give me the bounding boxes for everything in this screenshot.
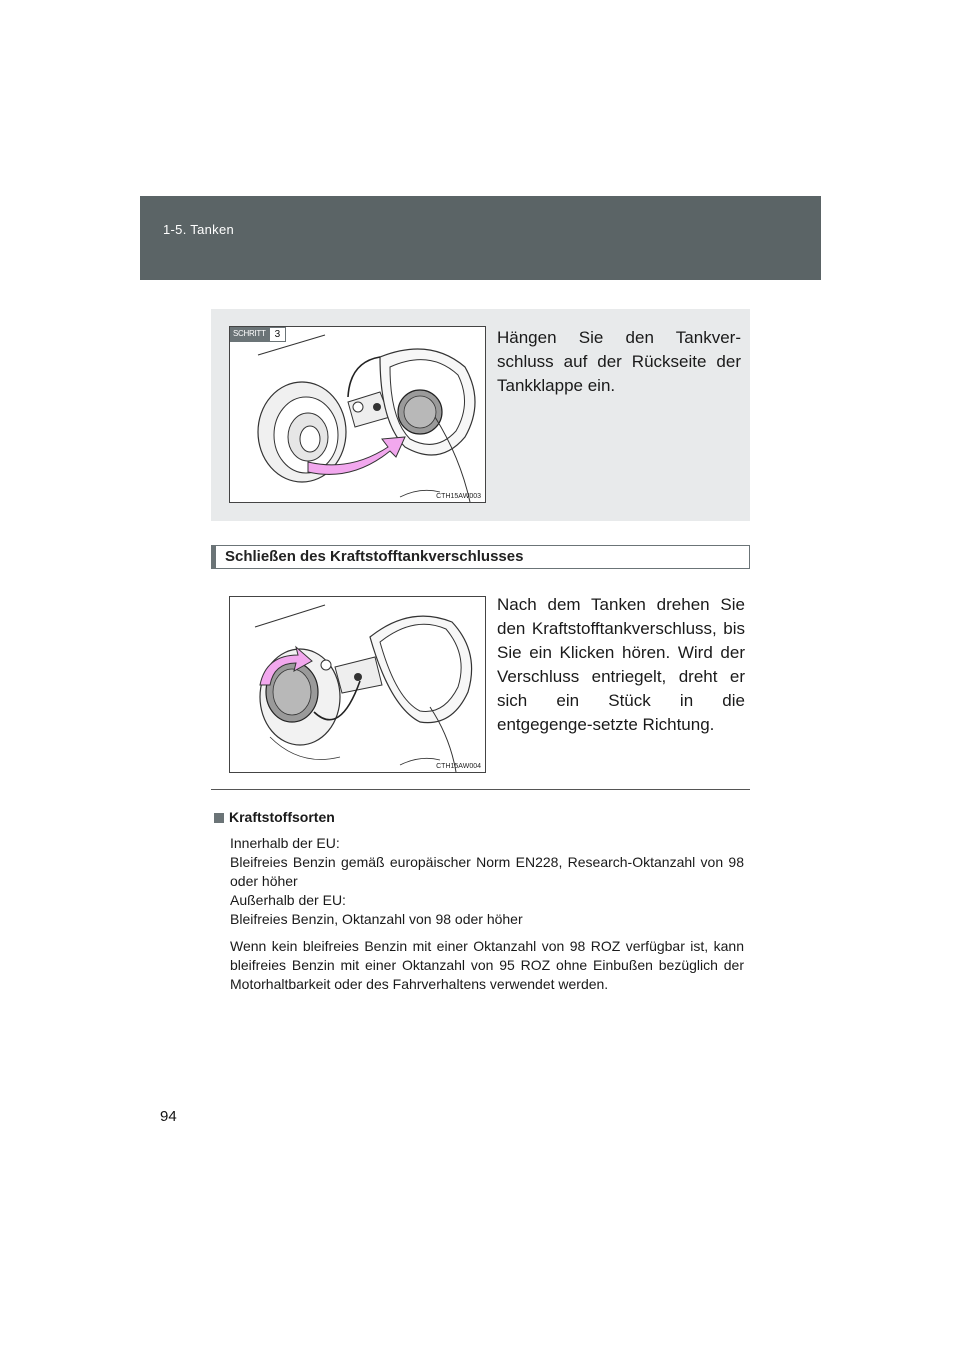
step-3-illustration xyxy=(229,326,486,503)
square-bullet-icon xyxy=(214,813,224,823)
step-badge-label: SCHRITT xyxy=(230,327,269,342)
figure-code: CTH15AW004 xyxy=(436,763,481,770)
page-number: 94 xyxy=(160,1108,177,1125)
step-badge xyxy=(230,327,286,342)
note-paragraph: Wenn kein bleifreies Benzin mit einer Oktanzahl von 98 ROZ verfügbar ist, kann bleifreies Benzin mit einer Oktanzahl von 95 ROZ ohne Einbußen bezüglich der Motorhaltbarkeit oder des Fahrverhaltens verwendet werden. xyxy=(230,938,744,992)
note-body xyxy=(214,834,744,994)
note-line: Bleifreies Benzin, Oktanzahl von 98 oder höher xyxy=(230,911,523,927)
chapter-header xyxy=(140,196,821,280)
fuel-types-note xyxy=(214,808,744,994)
note-line: Innerhalb der EU: xyxy=(230,835,340,851)
note-line: Außerhalb der EU: xyxy=(230,892,346,908)
step-3-text: Hängen Sie den Tankver-schluss auf der Rückseite der Tankklappe ein. xyxy=(497,328,741,395)
note-title xyxy=(214,808,744,827)
fuel-cap-closing-drawing xyxy=(230,597,485,772)
closing-text: Nach dem Tanken drehen Sie den Kraftstofftankverschluss, bis Sie ein Klicken hören. Wird der Verschluss entriegelt, dreht er sich ein Stück in die entgegenge-setzte Richtung. xyxy=(497,595,745,734)
note-title-text: Kraftstoffsorten xyxy=(229,809,335,825)
figure-code: CTH15AW003 xyxy=(436,493,481,500)
step-badge-number: 3 xyxy=(269,327,287,342)
section-heading: Schließen des Kraftstofftankverschlusses xyxy=(211,545,750,569)
section-divider xyxy=(211,789,750,790)
section-title: 1-5. Tanken xyxy=(163,222,234,237)
closing-illustration xyxy=(229,596,486,773)
note-line: Bleifreies Benzin gemäß europäischer Norm EN228, Research-Oktanzahl von 98 oder höher xyxy=(230,854,744,889)
fuel-cap-hanging-drawing xyxy=(230,327,485,502)
